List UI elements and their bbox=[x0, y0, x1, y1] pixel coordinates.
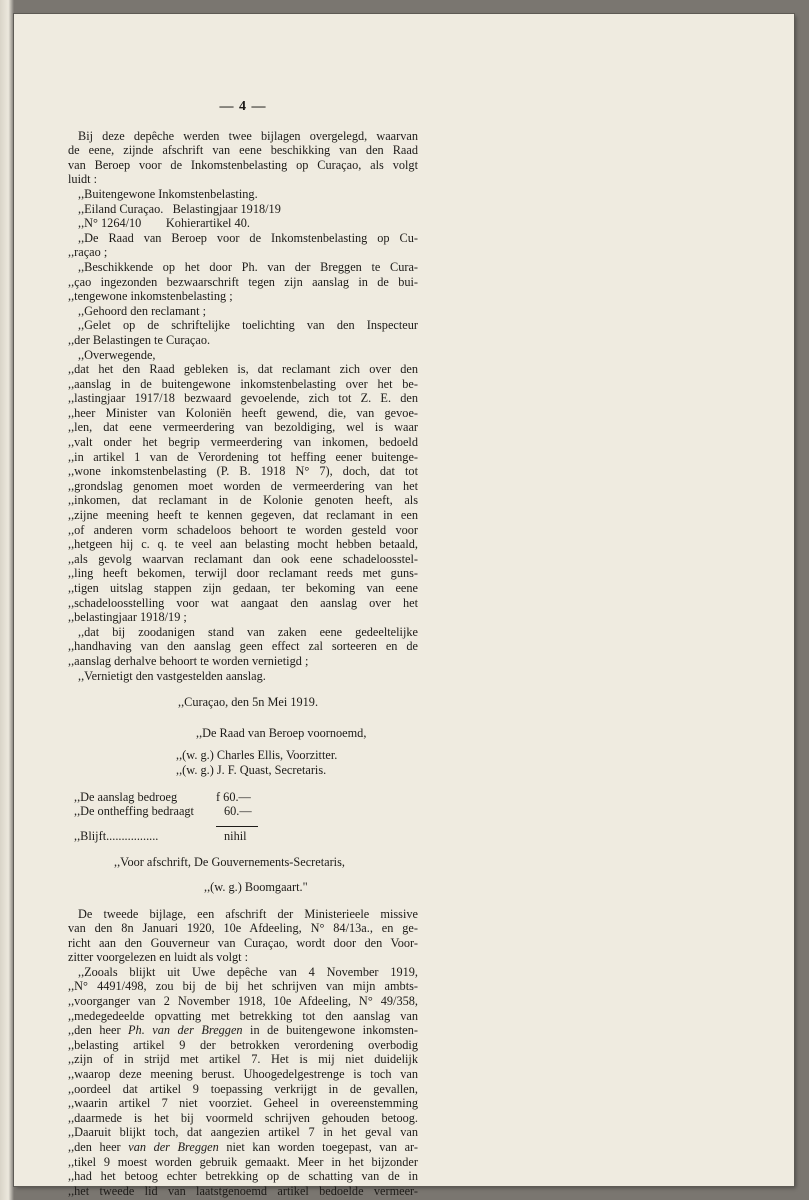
text-line: ,,belasting artikel 9 der betrokken verordening overbodig bbox=[68, 1037, 418, 1052]
text-line: ,,aanslag derhalve behoort te worden vernietigd ; bbox=[68, 653, 309, 668]
text-fragment: in de buitengewone inkomsten- bbox=[242, 1023, 418, 1038]
decision-body bbox=[68, 231, 418, 683]
text-fragment: ,,den heer bbox=[68, 1023, 129, 1038]
calc-row-remainder bbox=[68, 829, 418, 844]
document-page bbox=[14, 14, 794, 1198]
text-line: van den 8n Januari 1920, 10e Afdeeling, N° 84/13a., en ge- bbox=[68, 921, 418, 936]
calc-label: ,,De aanslag bedroeg bbox=[74, 789, 178, 804]
text-line: ,,ling heeft bekomen, terwijl door reclamant reeds met guns- bbox=[68, 566, 418, 581]
text-line: ,,Eiland Curaçao. Belastingjaar 1918/19 bbox=[78, 201, 281, 216]
text-line-with-name bbox=[68, 1140, 418, 1155]
page-number: — 4 — bbox=[219, 99, 267, 114]
text-line: ,,Gehoord den reclamant ; bbox=[78, 303, 207, 318]
calc-value: nihil bbox=[224, 828, 247, 843]
text-line: ,,Zooals blijkt uit Uwe depêche van 4 November 1919, bbox=[78, 964, 418, 979]
text-line: ,,der Belastingen te Curaçao. bbox=[68, 332, 211, 347]
text-line: ,,medegedeelde opvatting met betrekking tot den aanslag van bbox=[68, 1008, 418, 1023]
text-line: ,,dat bij zoodanigen stand van zaken eene gedeeltelijke bbox=[78, 624, 418, 639]
text-line: ,,lastingjaar 1917/18 bezwaard gevoelende, zich tot Z. E. den bbox=[68, 391, 418, 406]
text-line: ,,raçao ; bbox=[68, 245, 108, 260]
text-line: ,,Daaruit blijkt toch, dat aangezien artikel 7 in het geval van bbox=[68, 1125, 418, 1140]
text-line: ,,aanslag in de buitengewone inkomstenbelasting over het be- bbox=[68, 376, 418, 391]
spacer bbox=[68, 895, 418, 907]
scan-edge bbox=[0, 0, 14, 1200]
text-line: ,,Buitengewone Inkomstenbelasting. bbox=[78, 186, 258, 201]
text-line: ,,voorganger van 2 November 1918, 10e Afdeeling, N° 49/358, bbox=[68, 994, 418, 1009]
text-line: ,,schadeloosstelling voor wat aangaat den aanslag over het bbox=[68, 595, 418, 610]
text-line: luidt : bbox=[68, 172, 98, 187]
text-line: ,,grondslag genomen moet worden de vermeerdering van het bbox=[68, 478, 418, 493]
calc-label: ,,De ontheffing bedraagt bbox=[74, 804, 194, 819]
text-line: ,,dat het den Raad gebleken is, dat reclamant zich over den bbox=[68, 362, 418, 377]
paragraph-intro bbox=[68, 129, 418, 187]
text-line: ,,Gelet op de schriftelijke toelichting van den Inspecteur bbox=[78, 318, 418, 333]
text-line: ,,Beschikkende op het door Ph. van der Breggen te Cura- bbox=[78, 259, 418, 274]
text-line: richt aan den Gouverneur van Curaçao, wordt door den Voor- bbox=[68, 935, 418, 950]
paragraph-second-attachment bbox=[68, 907, 418, 965]
text-line: ,,inkomen, dat reclamant in de Kolonie genoten heeft, als bbox=[68, 493, 418, 508]
text-line: ,,tikel 9 moest worden gebruik gemaakt. Meer in het bijzonder bbox=[68, 1154, 418, 1169]
copy-signature: ,,(w. g.) Boomgaart." bbox=[204, 879, 308, 894]
text-line: ,,zijn of in strijd met artikel 7. Het is mij niet duidelijk bbox=[68, 1052, 418, 1067]
text-fragment: niet kan worden toegepast, van ar- bbox=[218, 1140, 418, 1154]
council-line: ,,De Raad van Beroep voornoemd, bbox=[196, 725, 367, 740]
spacer bbox=[68, 778, 418, 790]
text-line: ,,als gevolg waarvan reclamant dan ook eene schadeloosstel- bbox=[68, 551, 418, 566]
person-name: Ph. van der Breggen bbox=[128, 1023, 243, 1038]
text-line: de eene, zijnde afschrift van eene beschikking van den Raad bbox=[68, 143, 418, 158]
text-line: ,,heer Minister van Koloniën heeft gewend, die, van gevoe- bbox=[68, 405, 418, 420]
document-text bbox=[68, 100, 418, 1198]
text-line: ,,De Raad van Beroep voor de Inkomstenbelasting op Cu- bbox=[78, 230, 418, 245]
copy-attestation: ,,Voor afschrift, De Gouvernements-Secretaris, bbox=[114, 855, 345, 870]
signatory-secretary: ,,(w. g.) J. F. Quast, Secretaris. bbox=[176, 762, 327, 777]
calc-row-exemption bbox=[68, 804, 418, 819]
text-line: ,,waarin artikel 7 niet voorziet. Geheel in overeenstemming bbox=[68, 1096, 418, 1111]
text-line: ,,wone inkomstenbelasting (P. B. 1918 N° 7), doch, dat tot bbox=[68, 464, 418, 479]
calc-label: ,,Blijft................. bbox=[74, 828, 159, 843]
text-line: ,,N° 1264/10 Kohierartikel 40. bbox=[78, 216, 250, 231]
tax-calculation bbox=[68, 790, 418, 844]
decision-heading bbox=[68, 187, 418, 231]
text-line: ,,had het betoog echter betrekking op de schatting van de in bbox=[68, 1169, 418, 1184]
text-line: van Beroep voor de Inkomstenbelasting op Curaçao, als volgt bbox=[68, 157, 418, 172]
text-line: ,,belastingjaar 1918/19 ; bbox=[68, 610, 187, 625]
calc-rule bbox=[68, 819, 418, 829]
text-line: ,,Vernietigt den vastgestelden aanslag. bbox=[78, 668, 266, 683]
text-line: ,,het tweede lid van laatstgenoemd artikel bedoelde vermeer- bbox=[68, 1183, 418, 1198]
text-line: ,,daarmede is het bij voormeld schrijven gehouden betoog. bbox=[68, 1110, 418, 1125]
place-date: ,,Curaçao, den 5n Mei 1919. bbox=[178, 695, 319, 710]
text-line: Bij deze depêche werden twee bijlagen overgelegd, waarvan bbox=[78, 128, 418, 143]
ministerial-letter bbox=[68, 965, 418, 1199]
text-line: ,,valt onder het begrip vermeerdering van inkomen, bedoeld bbox=[68, 435, 418, 450]
text-line: zitter voorgelezen en luidt als volgt : bbox=[68, 950, 249, 965]
text-line: De tweede bijlage, een afschrift der Ministerieele missive bbox=[78, 906, 418, 921]
text-line: ,,len, dat eene vermeerdering van bezoldiging, wel is waar bbox=[68, 420, 418, 435]
text-line: ,,zijne meening heeft te kennen gegeven, dat reclamant in een bbox=[68, 508, 418, 523]
text-line: ,,of anderen vorm schadeloos behoort te worden gesteld voor bbox=[68, 522, 418, 537]
text-line: ,,N° 4491/498, zou bij de bij het schrijven van mijn ambts- bbox=[68, 979, 418, 994]
text-line: ,,tigen uitslag stappen zijn gedaan, ter bekoming van eene bbox=[68, 581, 418, 595]
calc-value: f 60.— bbox=[216, 789, 251, 804]
calc-row-assessment bbox=[68, 790, 418, 805]
person-name: van der Breggen bbox=[128, 1140, 219, 1154]
text-line: ,,waarop deze meening berust. Uhoogedelgestrenge is toch van bbox=[68, 1067, 418, 1082]
text-line: ,,çao ingezonden bezwaarschrift tegen zijn aanslag in de bui- bbox=[68, 274, 418, 289]
signatory-chair: ,,(w. g.) Charles Ellis, Voorzitter. bbox=[176, 748, 338, 763]
calc-value: 60.— bbox=[224, 804, 252, 819]
text-fragment: ,,den heer bbox=[68, 1140, 129, 1154]
text-line: ,,oordeel dat artikel 9 toepassing verkrijgt in de gevallen, bbox=[68, 1081, 418, 1096]
text-line: ,,in artikel 1 van de Verordening tot heffing eener buitenge- bbox=[68, 449, 418, 464]
text-line: ,,tengewone inkomstenbelasting ; bbox=[68, 289, 233, 304]
text-line: ,,hetgeen hij c. q. te veel aan belasting mocht hebben betaald, bbox=[68, 537, 418, 552]
sum-rule bbox=[216, 826, 258, 827]
text-line: ,,handhaving van den aanslag geen effect zal sorteeren en de bbox=[68, 639, 418, 654]
text-line-with-name bbox=[68, 1023, 418, 1038]
text-line: ,,Overwegende, bbox=[78, 347, 156, 362]
